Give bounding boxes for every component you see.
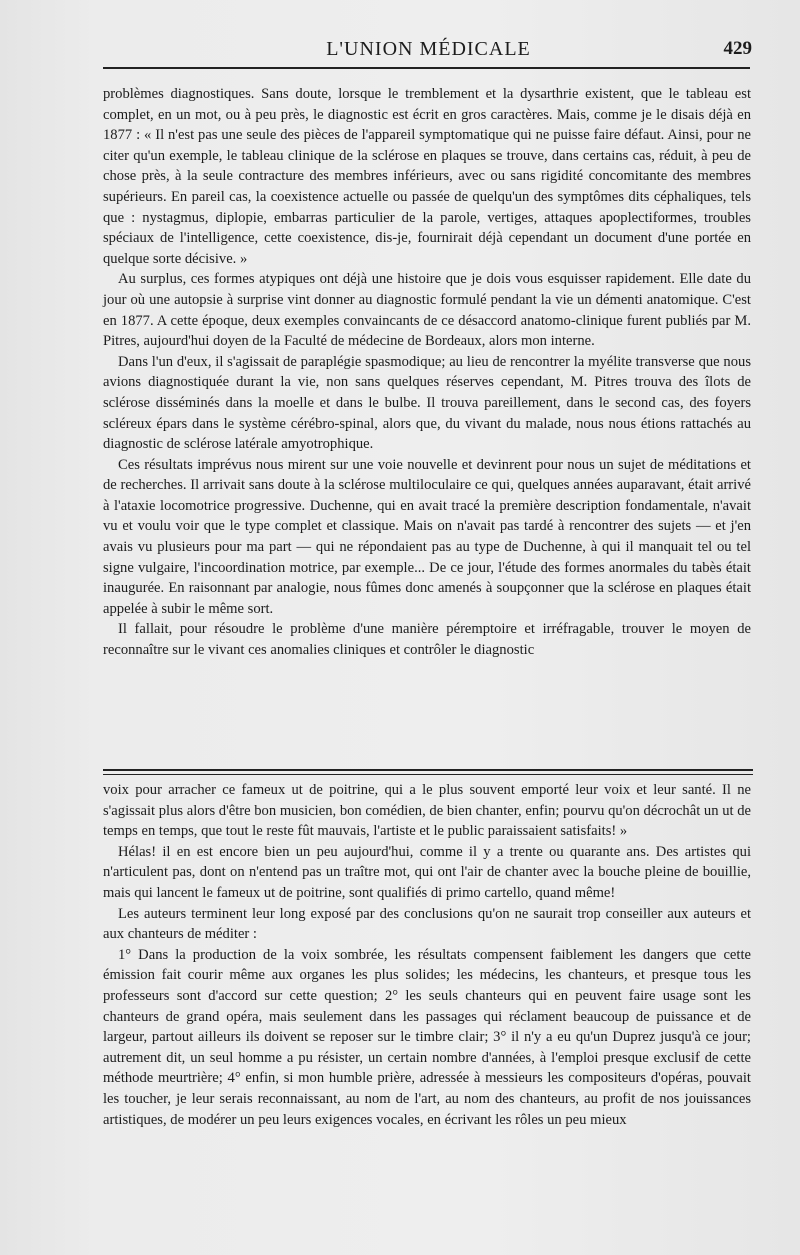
paragraph: Il fallait, pour résoudre le problème d'une manière péremptoire et irréfragable, trouver le moyen de reconnaître sur le vivant ces anomalies cliniques et contrôler le diagnostic — [103, 621, 751, 659]
paragraph: Hélas! il en est encore bien un peu aujourd'hui, comme il y a trente ou quarante ans. Des artistes qui n'articulent pas, dont on n'entend pas un traître mot, qui ont l'air de chanter avec la bouche pleine de bouillie, mais qui lancent le fameux ut de poitrine, sont qualifiés di primo cartello, quand même! — [103, 843, 751, 901]
running-title: L'UNION MÉDICALE — [326, 38, 531, 60]
feuilleton-text — [103, 780, 751, 1130]
paragraph: Au surplus, ces formes atypiques ont déjà une histoire que je dois vous esquisser rapidement. Elle date du jour où une autopsie à surprise vint donner au diagnostic formulé pendant la vie un démenti anatomique. C'est en 1877. A cette époque, deux exemples convaincants de ce désaccord anatomo-clinique furent publiés par M. Pitres, aujourd'hui doyen de la Faculté de médecine de Bordeaux, alors mon interne. — [103, 271, 751, 350]
header-rule — [103, 67, 750, 69]
paragraph: Ces résultats imprévus nous mirent sur une voie nouvelle et devinrent pour nous un sujet de méditations et de recherches. Il arrivait sans doute à la sclérose multiloculaire ce qui, quelques années auparavant, était arrivé à l'ataxie locomotrice progressive. Duchenne, qui en avait tracé la première description fondamentale, n'avait vu et voulu voir que le type complet et classique. Mais on n'avait pas tardé à rencontrer des sujets — et j'en avais vu plusieurs pour ma part — qui ne répondaient pas au type de Duchenne, à qui il manquait tel ou tel signe vulgaire, l'incoordination motrice, par exemple... De ce jour, l'étude des formes anormales du tabès était inaugurée. En raisonnant par analogie, nous fûmes donc amenés à soupçonner que la sclérose en plaques était appelée à subir le même sort. — [103, 456, 751, 617]
main-text — [103, 84, 751, 661]
paragraph: problèmes diagnostiques. Sans doute, lorsque le tremblement et la dysarthrie existent, que le tableau est complet, en un mot, ou à peu près, le diagnostic est écrit en gros caractères. Mais, comme je le disais déjà en 1877 : « Il n'est pas une seule des pièces de l'appareil symptomatique qui ne puisse faire défaut. Ainsi, pour ne citer qu'un exemple, le tableau clinique de la sclérose en plaques se trouve, dans certains cas, réduit, à peu de chose près, à la seule contracture des membres inférieurs, avec ou sans rigidité concomitante des membres supérieurs. En pareil cas, la coexistence actuelle ou passée de quelqu'un des symptômes dits céphaliques, tels que : nystagmus, diplopie, embarras particulier de la parole, vertiges, attaques apoplectiformes, troubles spéciaux de l'intelligence, cette coexistence, dis-je, fournirait déjà cependant un document d'une portée en quelque sorte décisive. » — [103, 86, 751, 267]
page-header — [105, 36, 752, 66]
paragraph: Les auteurs terminent leur long exposé par des conclusions qu'on ne saurait trop conseiller aux auteurs et aux chanteurs de méditer : — [103, 905, 751, 943]
paragraph: Dans l'un d'eux, il s'agissait de paraplégie spasmodique; au lieu de rencontrer la myélite transverse que nous avions diagnostiquée durant la vie, non sans quelques réserves cependant, M. Pitres trouva des îlots de sclérose disséminés dans la moelle et dans le bulbe. Il trouva pareillement, dans le second cas, des foyers scléreux épars dans le système cérébro-spinal, alors que, du vivant du malade, nous nous étions rattachés au diagnostic de sclérose latérale amyotrophique. — [103, 353, 751, 453]
page-number: 429 — [723, 38, 752, 59]
section-divider — [103, 769, 753, 775]
paragraph: voix pour arracher ce fameux ut de poitrine, qui a le plus souvent emporté leur voix et leur santé. Il ne s'agissait plus alors d'être bon musicien, bon comédien, de bien chanter, enfin; pourvu qu'on décrochât un ut de temps en temps, que tout le reste fût mauvais, l'artiste et le public paraissaient satisfaits! » — [103, 782, 751, 840]
paragraph: 1° Dans la production de la voix sombrée, les résultats compensent faiblement les dangers que cette émission fait courir même aux organes les plus solides; les médecins, les chanteurs, et presque tous les professeurs sont d'accord sur cette question; 2° les seuls chanteurs qui en peuvent faire usage sont les chanteurs de grand opéra, mais seulement dans les passages qui réclament beaucoup de puissance et de largeur, partout ailleurs ils doivent se reposer sur le timbre clair; 3° il n'y a eu qu'un Duprez jusqu'à ce jour; autrement dit, un seul homme a pu résister, un certain nombre d'années, à l'emploi presque exclusif de cette méthode meurtrière; 4° enfin, si mon humble prière, adressée à messieurs les compositeurs d'opéras, pouvait les toucher, je leur serais reconnaissant, au nom de l'art, au nom des chanteurs, au profit de nos jouissances artistiques, de modérer un peu leurs exigences vocales, en écrivant les rôles un peu mieux — [103, 946, 751, 1128]
